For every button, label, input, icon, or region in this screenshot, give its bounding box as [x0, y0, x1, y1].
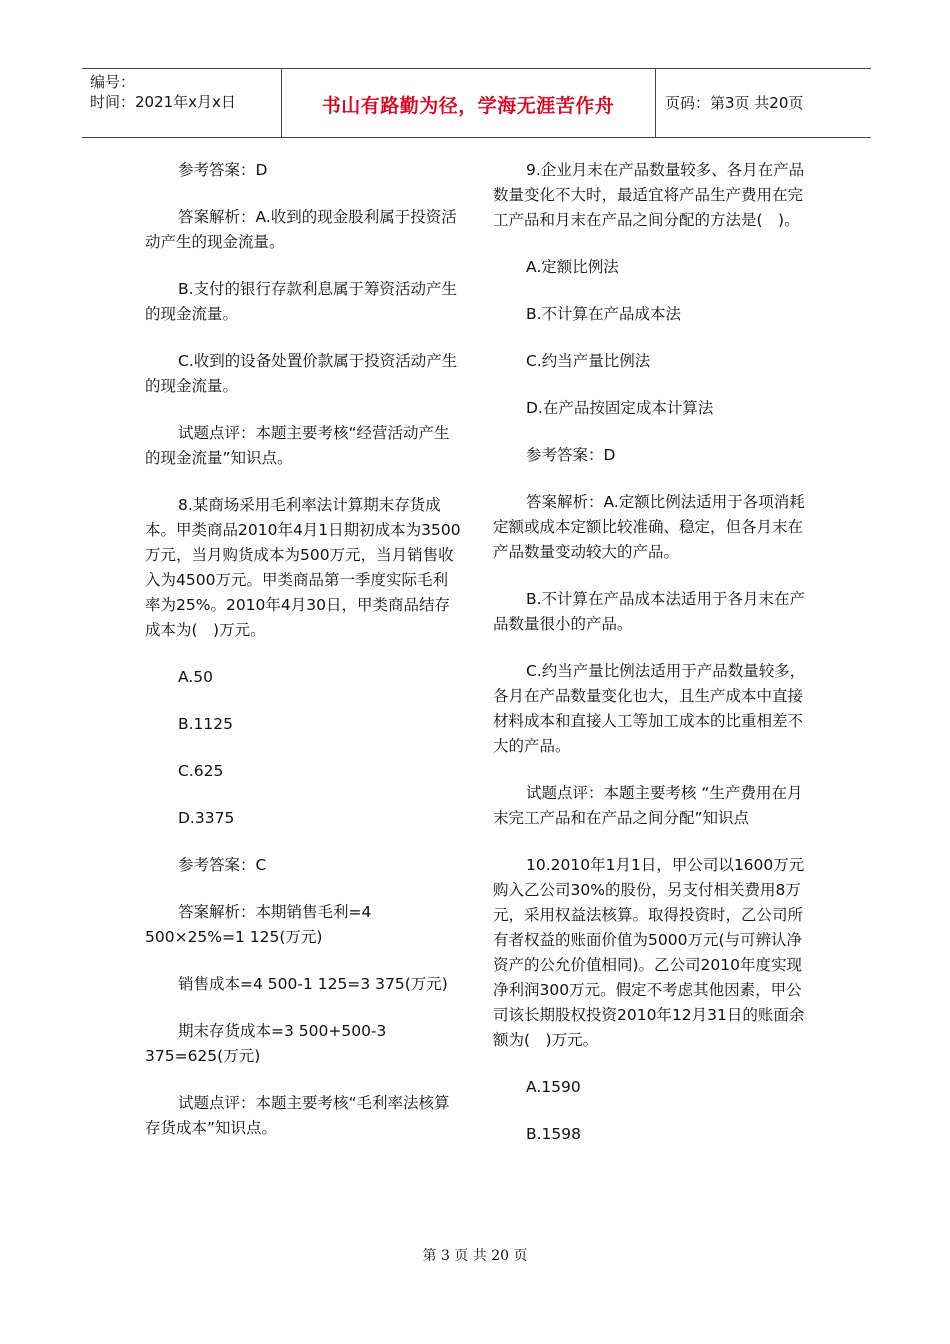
paragraph: 销售成本=4 500-1 125=3 375(万元): [178, 975, 448, 993]
page-header: [82, 68, 871, 138]
paragraph: C.收到的设备处置价款属于投资活动产生的现金流量。: [145, 352, 458, 395]
paragraph: 参考答案：D: [178, 161, 268, 179]
header-divider-right: [655, 69, 656, 137]
paragraph: 期末存货成本=3 500+500-3 375=625(万元): [145, 1022, 387, 1065]
option-a: A.50: [178, 668, 213, 686]
paragraph: 答案解析：本期销售毛利=4 500×25%=1 125(万元): [145, 903, 372, 946]
paragraph: B.不计算在产品成本法适用于各月末在产品数量很小的产品。: [493, 590, 806, 633]
option-b: B.1598: [526, 1125, 582, 1143]
option-b: B.不计算在产品成本法: [526, 305, 682, 323]
paragraph: 答案解析：A.定额比例法适用于各项消耗定额或成本定额比较准确、稳定，但各月末在产品数量变动较大的产品。: [493, 493, 805, 561]
header-motto: 书山有路勤为径，学海无涯苦作舟: [321, 95, 615, 117]
left-column: [145, 158, 461, 1163]
option-c: C.约当产量比例法: [526, 352, 651, 370]
header-page-info: 页码：第3页 共20页: [665, 94, 804, 112]
paragraph: 试题点评：本题主要考核 “生产费用在月末完工产品和在产品之间分配”知识点: [493, 784, 803, 827]
question-8: 8.某商场采用毛利率法计算期末存货成本。甲类商品2010年4月1日期初成本为3500万元，当月购货成本为500万元，当月销售收入为4500万元。甲类商品第一季度实际毛利率为25%。2010年4月30日，甲类商品结存成本为( )万元。: [145, 496, 461, 639]
option-d: D.在产品按固定成本计算法: [526, 399, 714, 417]
doc-date-label: 时间：2021年x月x日: [90, 93, 236, 111]
paragraph: 试题点评：本题主要考核“毛利率法核算存货成本”知识点。: [145, 1094, 450, 1137]
option-c: C.625: [178, 762, 224, 780]
paragraph: C.约当产量比例法适用于产品数量较多，各月在产品数量变化也大，且生产成本中直接材料成本和直接人工等加工成本的比重相差不大的产品。: [493, 662, 806, 755]
question-10: 10.2010年1月1日，甲公司以1600万元购入乙公司30%的股份，另支付相关费用8万元，采用权益法核算。取得投资时，乙公司所有者权益的账面价值为5000万元(与可辨认净资产的公允价值相同)。乙公司2010年度实现净利润300万元。假定不考虑其他因素，甲公司该长期股权投资2010年12月31日的账面余额为( )万元。: [493, 856, 805, 1049]
page-footer: 第 3 页 共 20 页: [422, 1248, 528, 1264]
doc-code-label: 编号：: [90, 73, 136, 91]
option-a: A.定额比例法: [526, 258, 619, 276]
paragraph: 答案解析：A.收到的现金股利属于投资活动产生的现金流量。: [145, 208, 457, 251]
option-b: B.1125: [178, 715, 234, 733]
answer: 参考答案：C: [178, 856, 267, 874]
paragraph: 试题点评：本题主要考核“经营活动产生的现金流量”知识点。: [145, 424, 450, 467]
option-a: A.1590: [526, 1078, 581, 1096]
right-column: [493, 158, 809, 1169]
question-9: 9.企业月末在产品数量较多、各月在产品数量变化不大时，最适宜将产品生产费用在完工产品和月末在产品之间分配的方法是( )。: [493, 161, 805, 229]
option-d: D.3375: [178, 809, 235, 827]
header-meta: [90, 72, 236, 112]
answer: 参考答案：D: [526, 446, 616, 464]
paragraph: B.支付的银行存款利息属于筹资活动产生的现金流量。: [145, 280, 458, 323]
